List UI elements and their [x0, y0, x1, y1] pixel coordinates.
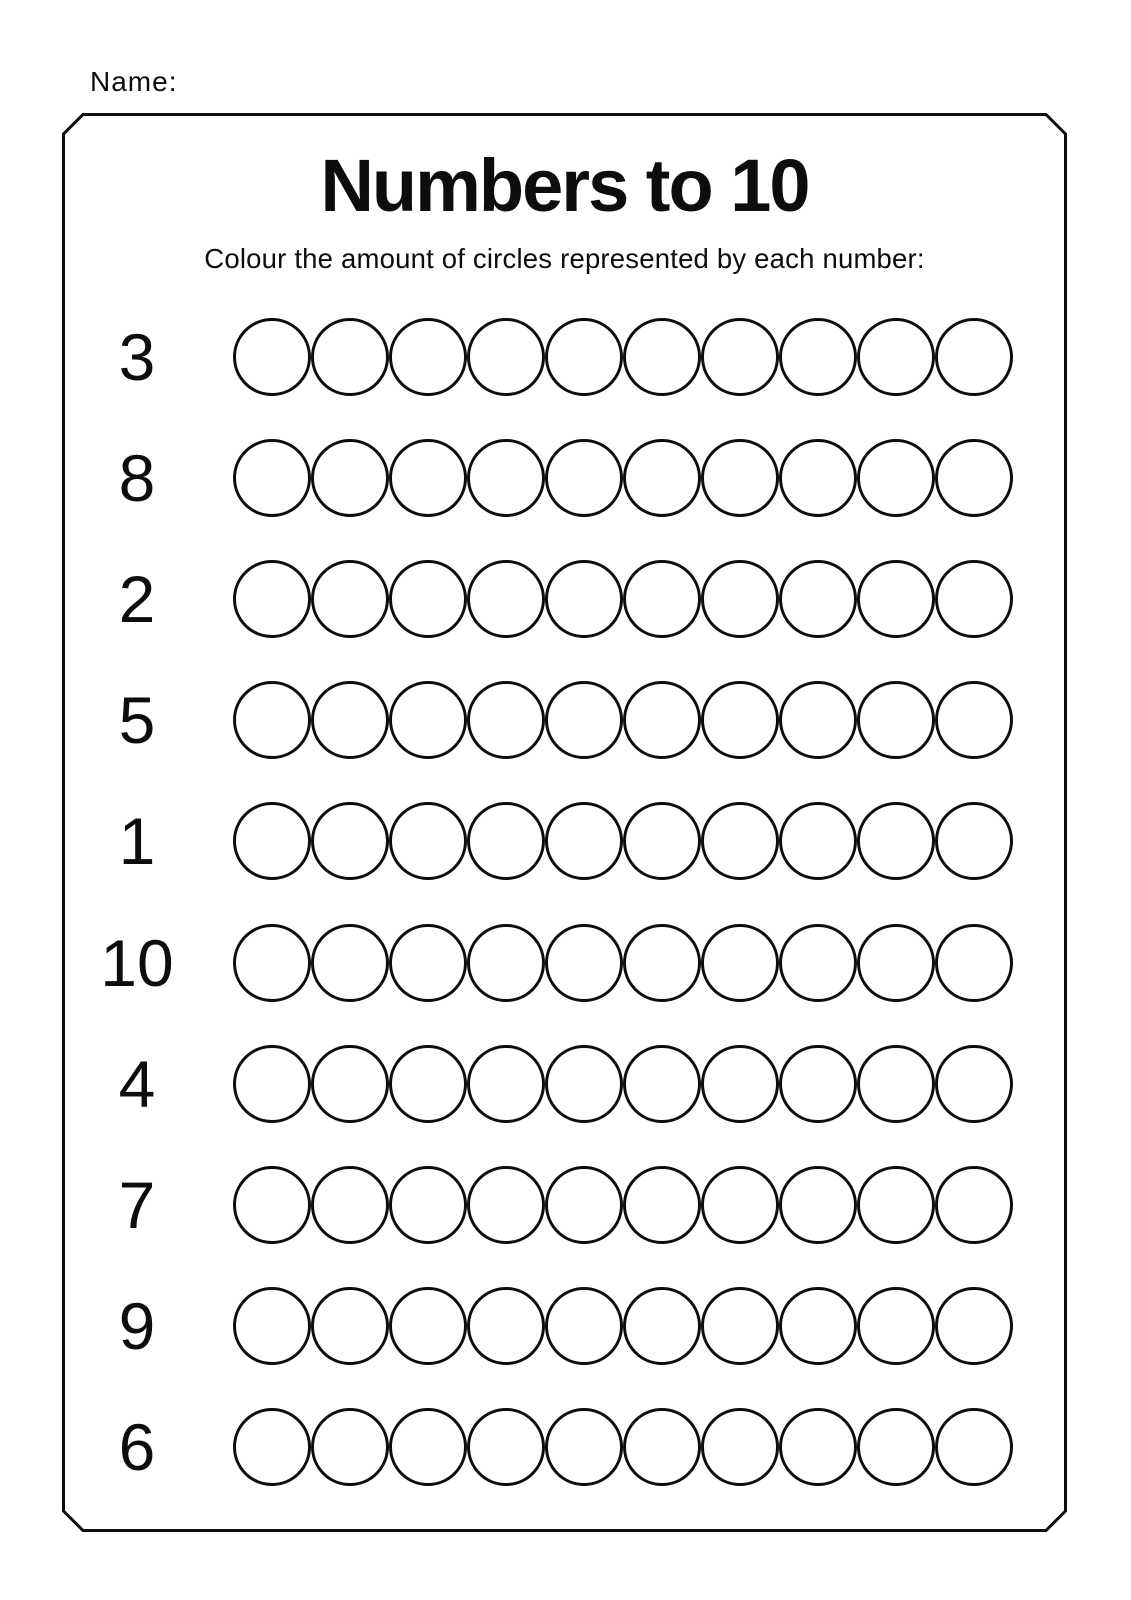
- circle[interactable]: [233, 439, 311, 517]
- circle[interactable]: [623, 318, 701, 396]
- circle[interactable]: [623, 681, 701, 759]
- circle[interactable]: [311, 318, 389, 396]
- circle[interactable]: [623, 439, 701, 517]
- circle[interactable]: [779, 1287, 857, 1365]
- circle[interactable]: [467, 1408, 545, 1486]
- circle[interactable]: [779, 318, 857, 396]
- circle[interactable]: [701, 560, 779, 638]
- circle[interactable]: [623, 1408, 701, 1486]
- worksheet-row: [62, 923, 1067, 1003]
- circle[interactable]: [779, 560, 857, 638]
- circle[interactable]: [857, 802, 935, 880]
- rows-container: [62, 317, 1067, 1487]
- name-label: Name:: [90, 66, 178, 97]
- circle[interactable]: [311, 802, 389, 880]
- circle[interactable]: [233, 1408, 311, 1486]
- circle[interactable]: [311, 1408, 389, 1486]
- circle[interactable]: [467, 681, 545, 759]
- circle[interactable]: [779, 802, 857, 880]
- worksheet-frame: [62, 113, 1067, 1532]
- circle[interactable]: [935, 1287, 1013, 1365]
- circle[interactable]: [935, 1408, 1013, 1486]
- circle[interactable]: [389, 1166, 467, 1244]
- worksheet-row: [62, 559, 1067, 639]
- row-number: 2: [118, 562, 156, 637]
- circle[interactable]: [545, 1166, 623, 1244]
- worksheet-row: [62, 317, 1067, 397]
- circle[interactable]: [389, 1287, 467, 1365]
- circle[interactable]: [935, 1166, 1013, 1244]
- worksheet-row: [62, 1165, 1067, 1245]
- circle[interactable]: [389, 1408, 467, 1486]
- circle[interactable]: [701, 439, 779, 517]
- row-number: 5: [118, 683, 156, 758]
- circle[interactable]: [623, 560, 701, 638]
- circle[interactable]: [389, 560, 467, 638]
- circle[interactable]: [857, 318, 935, 396]
- worksheet-row: [62, 1286, 1067, 1366]
- row-number: 8: [118, 441, 156, 516]
- row-number: 6: [118, 1409, 156, 1484]
- circle[interactable]: [545, 439, 623, 517]
- worksheet-row: [62, 1407, 1067, 1487]
- circle[interactable]: [467, 1045, 545, 1123]
- circle-row: [233, 439, 1013, 517]
- circle[interactable]: [701, 1166, 779, 1244]
- circle[interactable]: [233, 681, 311, 759]
- circle[interactable]: [857, 1045, 935, 1123]
- circle[interactable]: [311, 560, 389, 638]
- row-number: 4: [118, 1046, 156, 1121]
- circle-row: [233, 802, 1013, 880]
- circle[interactable]: [701, 1045, 779, 1123]
- worksheet-row: [62, 680, 1067, 760]
- circle[interactable]: [779, 1166, 857, 1244]
- circle[interactable]: [701, 1287, 779, 1365]
- circle[interactable]: [467, 1287, 545, 1365]
- row-number: 10: [100, 925, 174, 1000]
- circle[interactable]: [311, 1166, 389, 1244]
- circle[interactable]: [779, 439, 857, 517]
- circle[interactable]: [233, 318, 311, 396]
- circle[interactable]: [545, 1287, 623, 1365]
- circle[interactable]: [467, 1166, 545, 1244]
- circle[interactable]: [545, 1045, 623, 1123]
- circle[interactable]: [467, 924, 545, 1002]
- circle[interactable]: [311, 1287, 389, 1365]
- circle[interactable]: [233, 1287, 311, 1365]
- circle[interactable]: [701, 681, 779, 759]
- worksheet-row: [62, 438, 1067, 518]
- circle[interactable]: [311, 681, 389, 759]
- worksheet-row: [62, 801, 1067, 881]
- circle[interactable]: [233, 560, 311, 638]
- circle[interactable]: [935, 681, 1013, 759]
- worksheet-title: Numbers to 10: [320, 144, 809, 227]
- circle[interactable]: [389, 1045, 467, 1123]
- circle[interactable]: [467, 439, 545, 517]
- circle[interactable]: [857, 560, 935, 638]
- circle[interactable]: [935, 318, 1013, 396]
- circle[interactable]: [779, 1045, 857, 1123]
- row-number: 9: [118, 1288, 156, 1363]
- circle[interactable]: [389, 318, 467, 396]
- circle[interactable]: [311, 1045, 389, 1123]
- circle[interactable]: [779, 1408, 857, 1486]
- circle[interactable]: [623, 1287, 701, 1365]
- circle[interactable]: [701, 924, 779, 1002]
- circle-row: [233, 681, 1013, 759]
- circle-row: [233, 1408, 1013, 1486]
- circle[interactable]: [311, 924, 389, 1002]
- circle[interactable]: [467, 318, 545, 396]
- circle[interactable]: [857, 1166, 935, 1244]
- circle[interactable]: [389, 439, 467, 517]
- circle[interactable]: [857, 1287, 935, 1365]
- circle[interactable]: [701, 1408, 779, 1486]
- circle[interactable]: [233, 1166, 311, 1244]
- circle[interactable]: [623, 1166, 701, 1244]
- circle[interactable]: [701, 802, 779, 880]
- row-number: 3: [118, 320, 156, 394]
- circle[interactable]: [389, 802, 467, 880]
- circle[interactable]: [545, 560, 623, 638]
- circle[interactable]: [857, 1408, 935, 1486]
- circle[interactable]: [545, 681, 623, 759]
- circle-row: [233, 318, 1013, 396]
- circle[interactable]: [935, 560, 1013, 638]
- circle[interactable]: [701, 318, 779, 396]
- circle[interactable]: [233, 924, 311, 1002]
- circle-row: [233, 560, 1013, 638]
- circle[interactable]: [779, 681, 857, 759]
- worksheet-instructions: Colour the amount of circles represented by each number:: [204, 243, 925, 274]
- circle[interactable]: [467, 560, 545, 638]
- circle-row: [233, 1045, 1013, 1123]
- circle[interactable]: [233, 1045, 311, 1123]
- circle[interactable]: [233, 802, 311, 880]
- circle[interactable]: [857, 439, 935, 517]
- circle[interactable]: [545, 318, 623, 396]
- circle[interactable]: [467, 802, 545, 880]
- row-number: 7: [118, 1167, 156, 1242]
- row-number: 1: [118, 804, 156, 879]
- circle[interactable]: [935, 924, 1013, 1002]
- circle-row: [233, 1166, 1013, 1244]
- circle[interactable]: [545, 924, 623, 1002]
- circle[interactable]: [311, 439, 389, 517]
- circle[interactable]: [857, 681, 935, 759]
- circle[interactable]: [623, 924, 701, 1002]
- circle[interactable]: [623, 802, 701, 880]
- circle-row: [233, 1287, 1013, 1365]
- circle[interactable]: [389, 681, 467, 759]
- worksheet-row: [62, 1044, 1067, 1124]
- circle-row: [233, 924, 1013, 1002]
- circle[interactable]: [545, 802, 623, 880]
- circle[interactable]: [857, 924, 935, 1002]
- circle[interactable]: [935, 439, 1013, 517]
- circle[interactable]: [545, 1408, 623, 1486]
- circle[interactable]: [779, 924, 857, 1002]
- circle[interactable]: [935, 1045, 1013, 1123]
- circle[interactable]: [389, 924, 467, 1002]
- circle[interactable]: [623, 1045, 701, 1123]
- circle[interactable]: [935, 802, 1013, 880]
